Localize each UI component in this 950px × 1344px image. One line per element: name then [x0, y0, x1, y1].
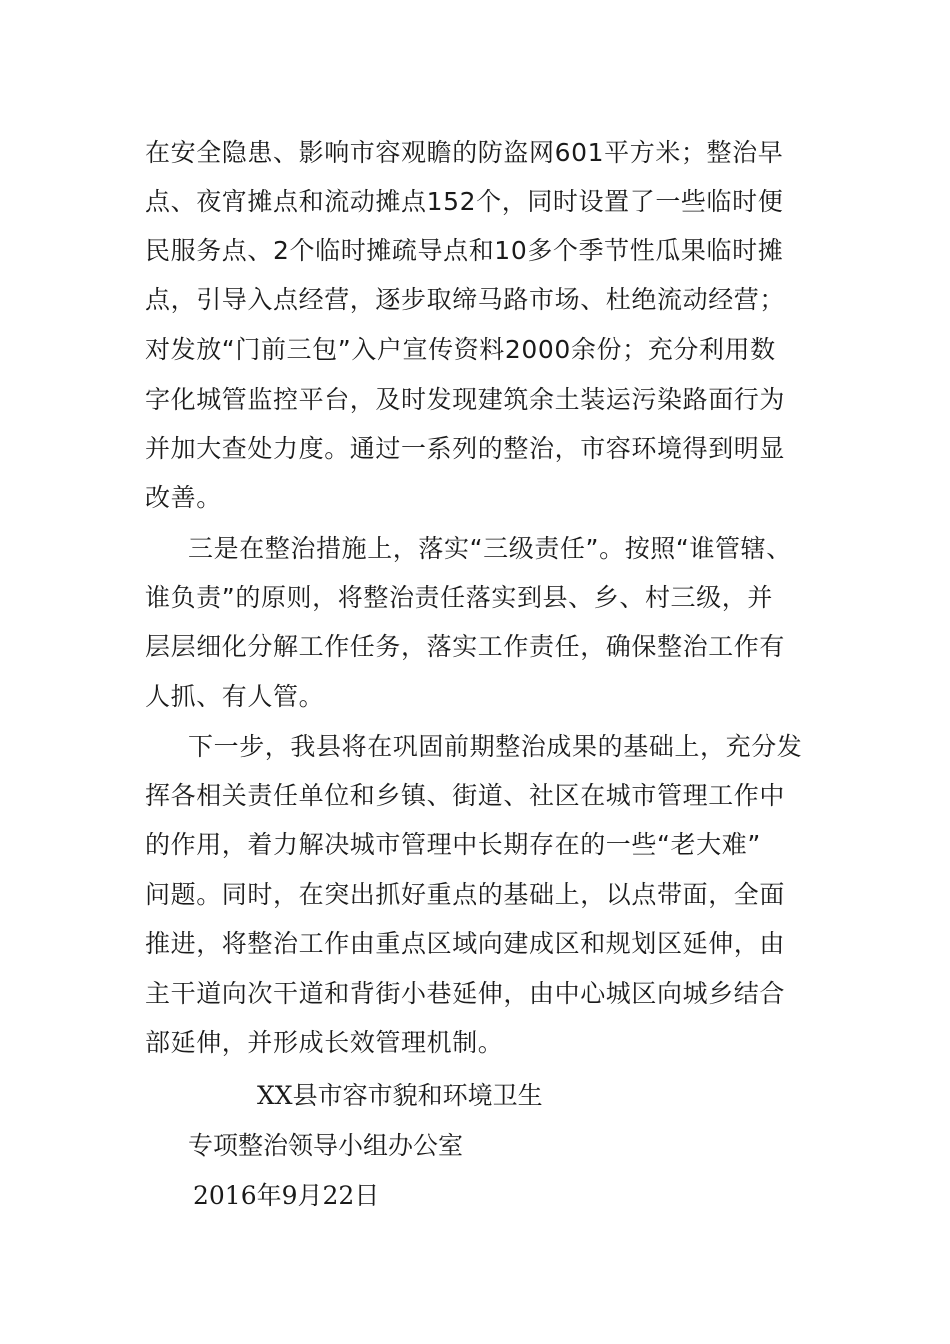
- paragraph-line: 人抓、有人管。: [145, 682, 325, 711]
- paragraph-line: 点，引导入点经营，逐步取缔马路市场、杜绝流动经营；: [145, 285, 786, 314]
- paragraph-line: 挥各相关责任单位和乡镇、街道、社区在城市管理工作中: [145, 781, 786, 810]
- paragraph-line: 部延伸，并形成长效管理机制。: [145, 1028, 504, 1057]
- paragraph-line: 推进，将整治工作由重点区域向建成区和规划区延伸，由: [145, 929, 786, 958]
- signature-date: 2016年9月22日: [193, 1181, 380, 1210]
- paragraph-line: 字化城管监控平台，及时发现建筑余土装运污染路面行为: [145, 385, 786, 414]
- paragraph-line: 层层细化分解工作任务，落实工作责任，确保整治工作有: [145, 632, 786, 661]
- paragraph-line: 下一步，我县将在巩固前期整治成果的基础上，充分发: [188, 732, 803, 761]
- paragraph-line: 在安全隐患、影响市容观瞻的防盗网601平方米；整治早: [145, 138, 784, 167]
- paragraph-line: 对发放“门前三包”入户宣传资料2000余份；充分利用数: [145, 335, 776, 364]
- paragraph-line: 点、夜宵摊点和流动摊点152个，同时设置了一些临时便: [145, 187, 784, 216]
- signature-org-line-2: 专项整治领导小组办公室: [188, 1131, 464, 1160]
- paragraph-line: 三是在整治措施上，落实“三级责任”。按照“谁管辖、: [188, 534, 792, 563]
- paragraph-line: 主干道向次干道和背街小巷延伸，由中心城区向城乡结合: [145, 979, 786, 1008]
- paragraph-line: 的作用，着力解决城市管理中长期存在的一些“老大难”: [145, 830, 761, 859]
- paragraph-line: 并加大查处力度。通过一系列的整治，市容环境得到明显: [145, 434, 786, 463]
- paragraph-line: 谁负责”的原则，将整治责任落实到县、乡、村三级，并: [145, 583, 773, 612]
- paragraph-line: 问题。同时，在突出抓好重点的基础上，以点带面，全面: [145, 880, 786, 909]
- paragraph-line: 改善。: [145, 483, 222, 512]
- paragraph-line: 民服务点、2个临时摊疏导点和10多个季节性瓜果临时摊: [145, 236, 784, 265]
- signature-org-line-1: XX县市容市貌和环境卫生: [257, 1081, 543, 1110]
